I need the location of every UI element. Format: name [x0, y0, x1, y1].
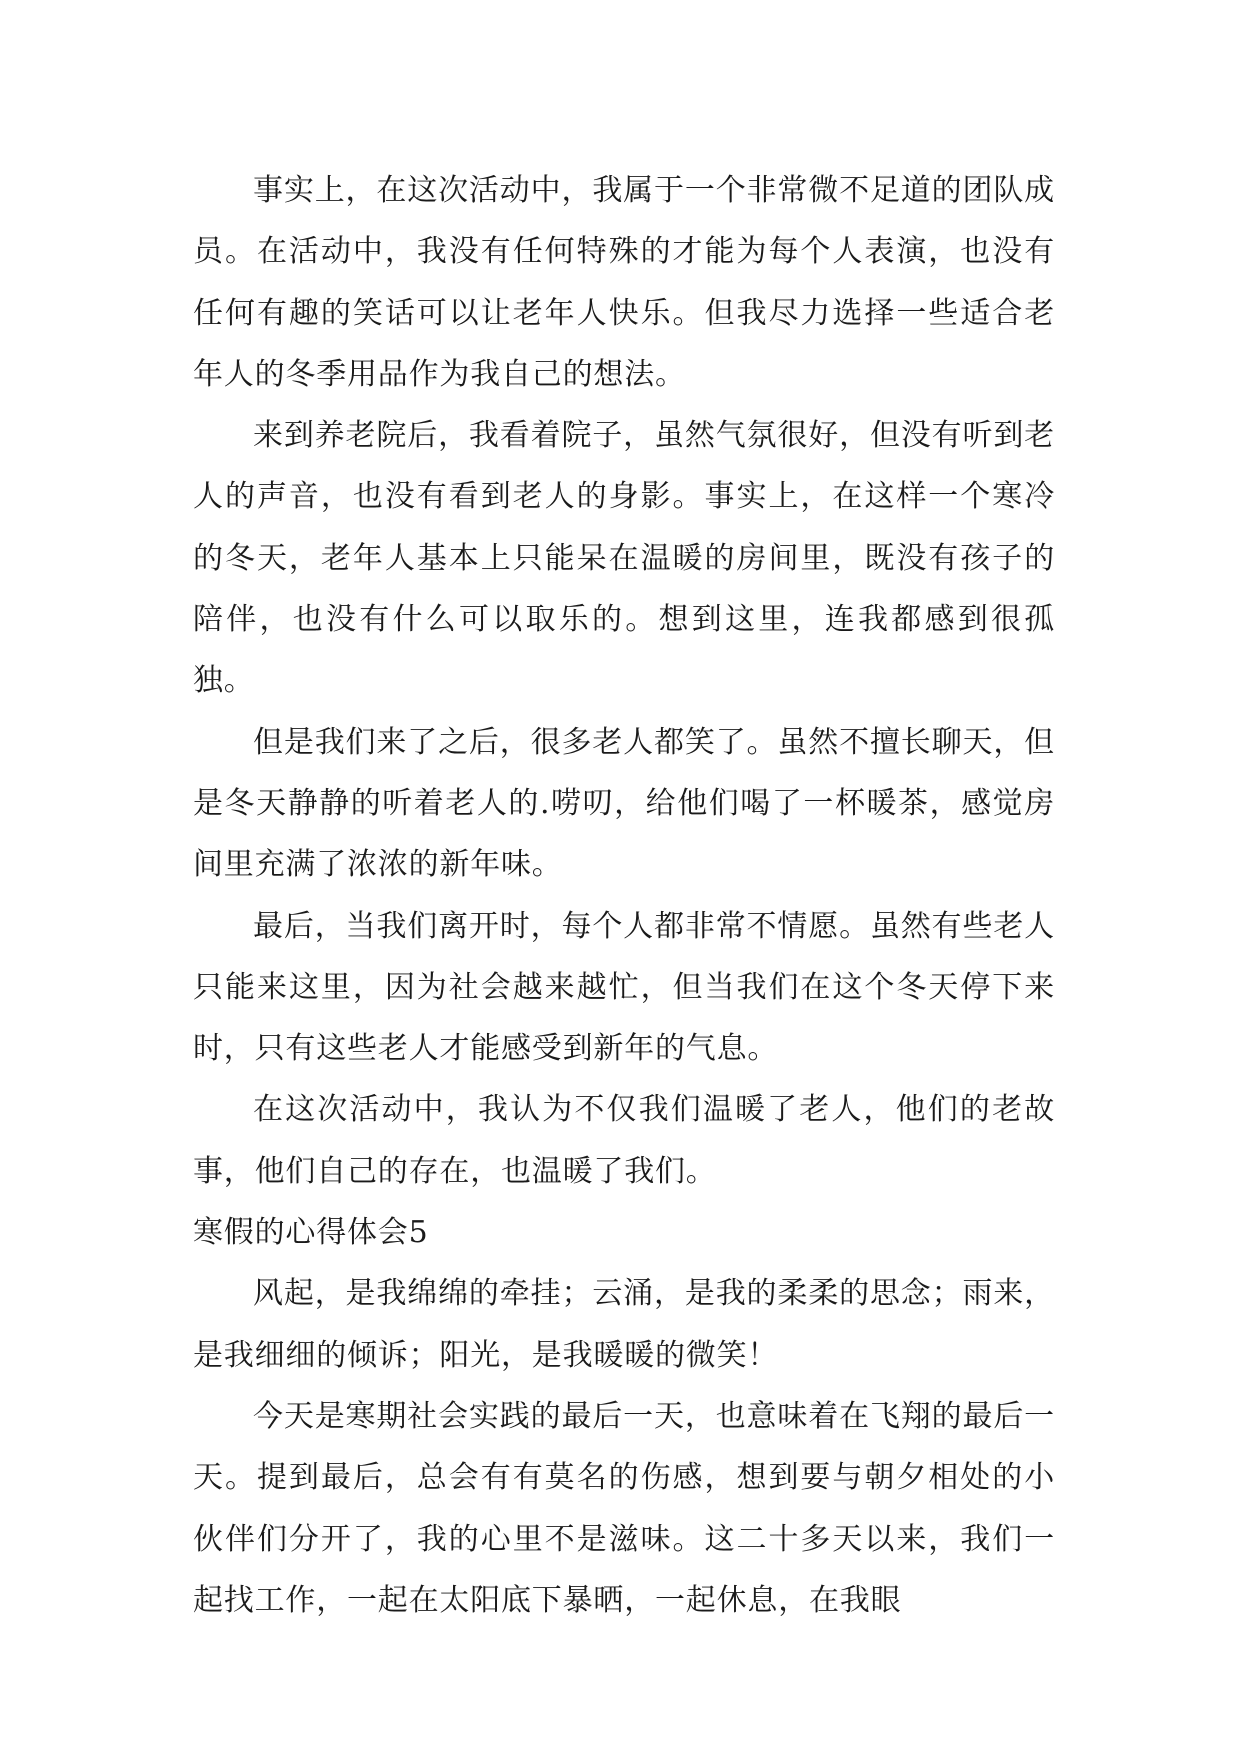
paragraph-team-member: 事实上，在这次活动中，我属于一个非常微不足道的团队成员。在活动中，我没有任何特殊的才能为每个人表演，也没有任何有趣的笑话可以让老年人快乐。但我尽力选择一些适合老年人的冬季用品作为我自己的想法。 — [193, 173, 1055, 392]
section-heading: 寒假的心得体会5 — [193, 1215, 429, 1251]
paragraph-wind-clouds: 风起，是我绵绵的牵挂；云涌，是我的柔柔的思念；雨来，是我细细的倾诉；阳光，是我暖暖的微笑！ — [193, 1276, 1055, 1373]
paragraph-nursing-home: 来到养老院后，我看着院子，虽然气氛很好，但没有听到老人的声音，也没有看到老人的身影。事实上，在这样一个寒冷的冬天，老年人基本上只能呆在温暖的房间里，既没有孩子的陪伴，也没有什么可以取乐的。想到这里，连我都感到很孤独。 — [193, 418, 1055, 699]
paragraph-elders-smiled: 但是我们来了之后，很多老人都笑了。虽然不擅长聊天，但是冬天静静的听着老人的.唠叨，给他们喝了一杯暖茶，感觉房间里充满了浓浓的新年味。 — [193, 724, 1055, 883]
paragraph-leaving: 最后，当我们离开时，每个人都非常不情愿。虽然有些老人只能来这里，因为社会越来越忙，但当我们在这个冬天停下来时，只有这些老人才能感受到新年的气息。 — [193, 908, 1055, 1067]
paragraph-conclusion: 在这次活动中，我认为不仅我们温暖了老人，他们的老故事，他们自己的存在，也温暖了我们。 — [193, 1092, 1055, 1189]
document-body — [193, 160, 1055, 1631]
paragraph-last-day: 今天是寒期社会实践的最后一天，也意味着在飞翔的最后一天。提到最后，总会有有莫名的伤感，想到要与朝夕相处的小伙伴们分开了，我的心里不是滋味。这二十多天以来，我们一起找工作，一起在太阳底下暴晒，一起休息，在我眼 — [193, 1398, 1055, 1618]
